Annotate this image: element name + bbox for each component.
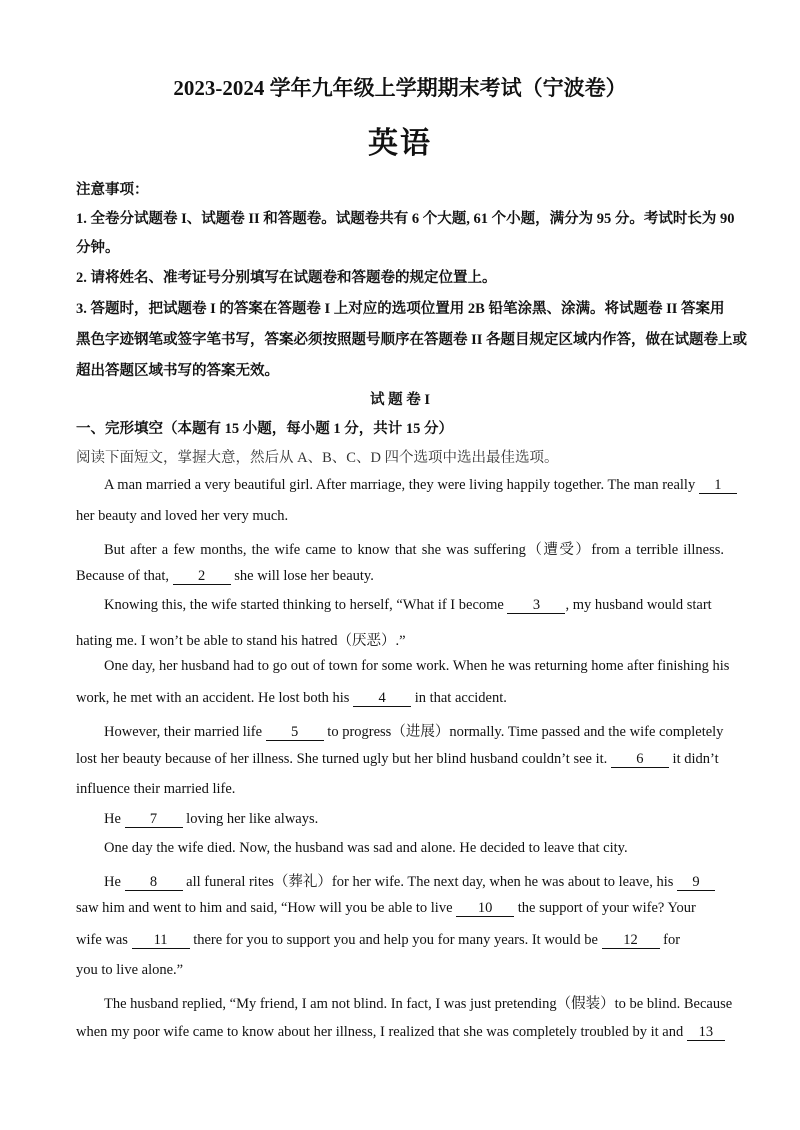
passage-line	[76, 751, 724, 768]
passage-text: in that accident.	[414, 690, 507, 706]
passage-text: when my poor wife came to know about her illness, I realized that she was completely troubled by it and	[76, 1024, 684, 1040]
passage-text: work, he met with an accident. He lost both his	[76, 690, 350, 706]
passage-text: He	[104, 874, 121, 890]
passage-line: One day, her husband had to go out of town for some work. When he was returning home after finishing his	[104, 658, 730, 674]
passage-line: influence their married life.	[76, 781, 236, 797]
passage-text: lost her beauty because of her illness. She turned ugly but her blind husband couldn’t see it.	[76, 751, 608, 767]
passage-line: hating me. I won’t be able to stand his hatred（厌恶）.”	[76, 633, 406, 649]
paper-label: 试 题 卷 I	[369, 392, 431, 408]
blank-8: 8	[125, 875, 183, 891]
note-2: 2. 请将姓名、准考证号分别填写在试题卷和答题卷的规定位置上。	[76, 270, 497, 286]
blank-11: 11	[132, 933, 190, 949]
passage-text: He	[104, 811, 121, 827]
instructions: 阅读下面短文，掌握大意，然后从 A、B、C、D 四个选项中选出最佳选项。	[76, 450, 559, 466]
blank-2: 2	[173, 569, 231, 585]
passage-text: it didn’t	[672, 751, 719, 767]
passage-text: there for you to support you and help you for many years. It would be	[193, 932, 598, 948]
notes-heading: 注意事项：	[76, 182, 149, 198]
passage-line	[104, 720, 724, 741]
passage-text: for	[663, 932, 681, 948]
passage-line	[76, 568, 724, 585]
blank-9: 9	[677, 875, 715, 891]
passage-line	[76, 932, 724, 949]
blank-3: 3	[507, 598, 565, 614]
passage-line: The husband replied, “My friend, I am not blind. In fact, I was just pretending（假装）to be blind. Because	[104, 996, 733, 1012]
note-1: 1. 全卷分试题卷 I、试题卷 II 和答题卷。试题卷共有 6 个大题, 61 个小题，满分为 95 分。考试时长为 90	[76, 211, 735, 227]
passage-line	[104, 811, 724, 828]
subject-title: 英语	[368, 127, 432, 160]
blank-13: 13	[687, 1025, 725, 1041]
exam-title: 2023-2024 学年九年级上学期期末考试（宁波卷）	[173, 76, 627, 100]
note-3: 3. 答题时，把试题卷 I 的答案在答题卷 I 上对应的选项位置用 2B 铅笔涂黑、涂满。将试题卷 II 答案用	[76, 301, 725, 317]
blank-6: 6	[611, 752, 669, 768]
passage-line	[76, 690, 724, 707]
passage-line	[76, 900, 724, 917]
passage-text: she will lose her beauty.	[234, 568, 374, 584]
passage-text: However, their married life	[104, 724, 263, 740]
blank-12: 12	[602, 933, 660, 949]
blank-7: 7	[125, 812, 183, 828]
passage-text: all funeral rites（葬礼）for her wife. The next day, when he was about to leave, his	[186, 874, 674, 890]
passage-line	[104, 597, 724, 614]
passage-text: , my husband would start	[565, 597, 712, 613]
blank-1: 1	[699, 478, 737, 494]
note-3-cont-1: 黑色字迹钢笔或签字笔书写，答案必须按照题号顺序在答题卷 II 各题目规定区域内作答，做在试题卷上或	[76, 332, 748, 348]
blank-4: 4	[353, 691, 411, 707]
passage-line	[76, 1024, 724, 1041]
blank-10: 10	[456, 901, 514, 917]
part-heading: 一、完形填空（本题有 15 小题，每小题 1 分，共计 15 分）	[76, 421, 453, 437]
passage-text: A man married a very beautiful girl. After marriage, they were living happily together. The man really	[104, 477, 696, 493]
passage-line: But after a few months, the wife came to know that she was suffering（遭受）from a terrible illness.	[104, 542, 724, 558]
passage-text: saw him and went to him and said, “How will you be able to live	[76, 900, 453, 916]
note-3-cont-2: 超出答题区域书写的答案无效。	[76, 363, 279, 379]
passage-line: her beauty and loved her very much.	[76, 508, 289, 524]
passage-text: Because of that,	[76, 568, 170, 584]
passage-line	[104, 477, 724, 494]
passage-text: to progress（进展）normally. Time passed and the wife completely	[327, 724, 724, 740]
passage-line: One day the wife died. Now, the husband was sad and alone. He decided to leave that city.	[104, 840, 628, 856]
note-1-cont: 分钟。	[76, 240, 120, 256]
passage-line	[104, 870, 724, 891]
blank-5: 5	[266, 725, 324, 741]
passage-line: you to live alone.”	[76, 962, 184, 978]
passage-text: wife was	[76, 932, 128, 948]
passage-text: Knowing this, the wife started thinking to herself, “What if I become	[104, 597, 504, 613]
passage-text: loving her like always.	[186, 811, 319, 827]
passage-text: the support of your wife? Your	[517, 900, 696, 916]
